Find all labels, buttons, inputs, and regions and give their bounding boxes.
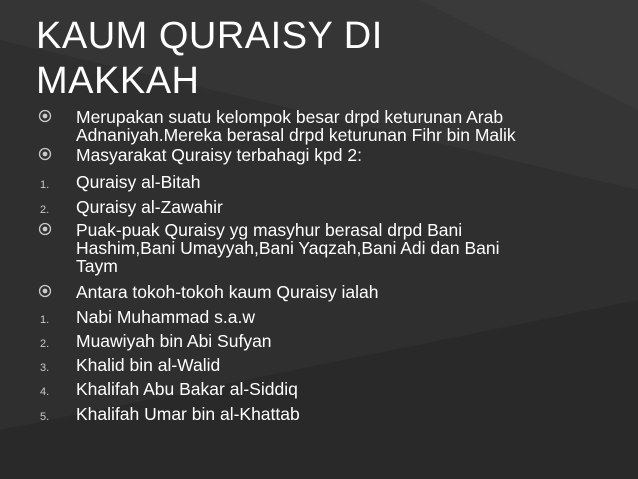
text-line: Nabi Muhammad s.a.w (76, 307, 255, 327)
text-line: Khalifah Umar bin al-Khattab (76, 404, 300, 424)
bullet-icon (38, 109, 52, 123)
list-item (0, 380, 600, 398)
list-number: 5. (40, 411, 50, 423)
list-item (0, 221, 600, 275)
list-item (0, 146, 600, 164)
text-line: Muawiyah bin Abi Sufyan (76, 331, 272, 351)
list-item (0, 108, 600, 144)
bullet-icon (38, 147, 52, 161)
list-item-text (76, 283, 600, 301)
text-line: Merupakan suatu kelompok besar drpd keturunan Arab (76, 107, 504, 127)
list-item-text (76, 221, 600, 275)
bullet-icon (38, 222, 52, 236)
title-line-1: KAUM QURAISY DI (36, 15, 383, 57)
text-line: Quraisy al-Zawahir (76, 197, 223, 217)
text-line: Taym (76, 256, 118, 276)
list-item (0, 332, 600, 350)
list-item-text (76, 173, 600, 191)
list-number: 4. (40, 386, 50, 398)
list-item-text (76, 308, 600, 326)
text-line: Masyarakat Quraisy terbahagi kpd 2: (76, 145, 362, 165)
list-number: 2. (40, 338, 50, 350)
bullet-icon (38, 284, 52, 298)
list-item-text (76, 405, 600, 423)
list-item-text (76, 108, 600, 144)
list-item-text (76, 198, 600, 216)
list-number: 1. (40, 314, 50, 326)
text-line: Quraisy al-Bitah (76, 172, 201, 192)
list-number: 2. (40, 204, 50, 216)
list-item (0, 356, 600, 374)
text-line: Hashim,Bani Umayyah,Bani Yaqzah,Bani Adi dan Bani (76, 238, 500, 258)
list-item (0, 173, 600, 191)
text-line: Antara tokoh-tokoh kaum Quraisy ialah (76, 282, 379, 302)
slide-title (36, 14, 596, 104)
text-line: Adnaniyah.Mereka berasal drpd keturunan Fihr bin Malik (76, 125, 516, 145)
list-item (0, 405, 600, 423)
title-line-2: MAKKAH (36, 60, 200, 102)
list-item (0, 283, 600, 301)
text-line: Puak-puak Quraisy yg masyhur berasal drpd Bani (76, 220, 463, 240)
text-line: Khalifah Abu Bakar al-Siddiq (76, 379, 298, 399)
list-item-text (76, 332, 600, 350)
list-item-text (76, 146, 600, 164)
list-item-text (76, 356, 600, 374)
list-item (0, 198, 600, 216)
list-number: 3. (40, 362, 50, 374)
list-item (0, 308, 600, 326)
text-line: Khalid bin al-Walid (76, 355, 221, 375)
list-number: 1. (40, 179, 50, 191)
list-item-text (76, 380, 600, 398)
